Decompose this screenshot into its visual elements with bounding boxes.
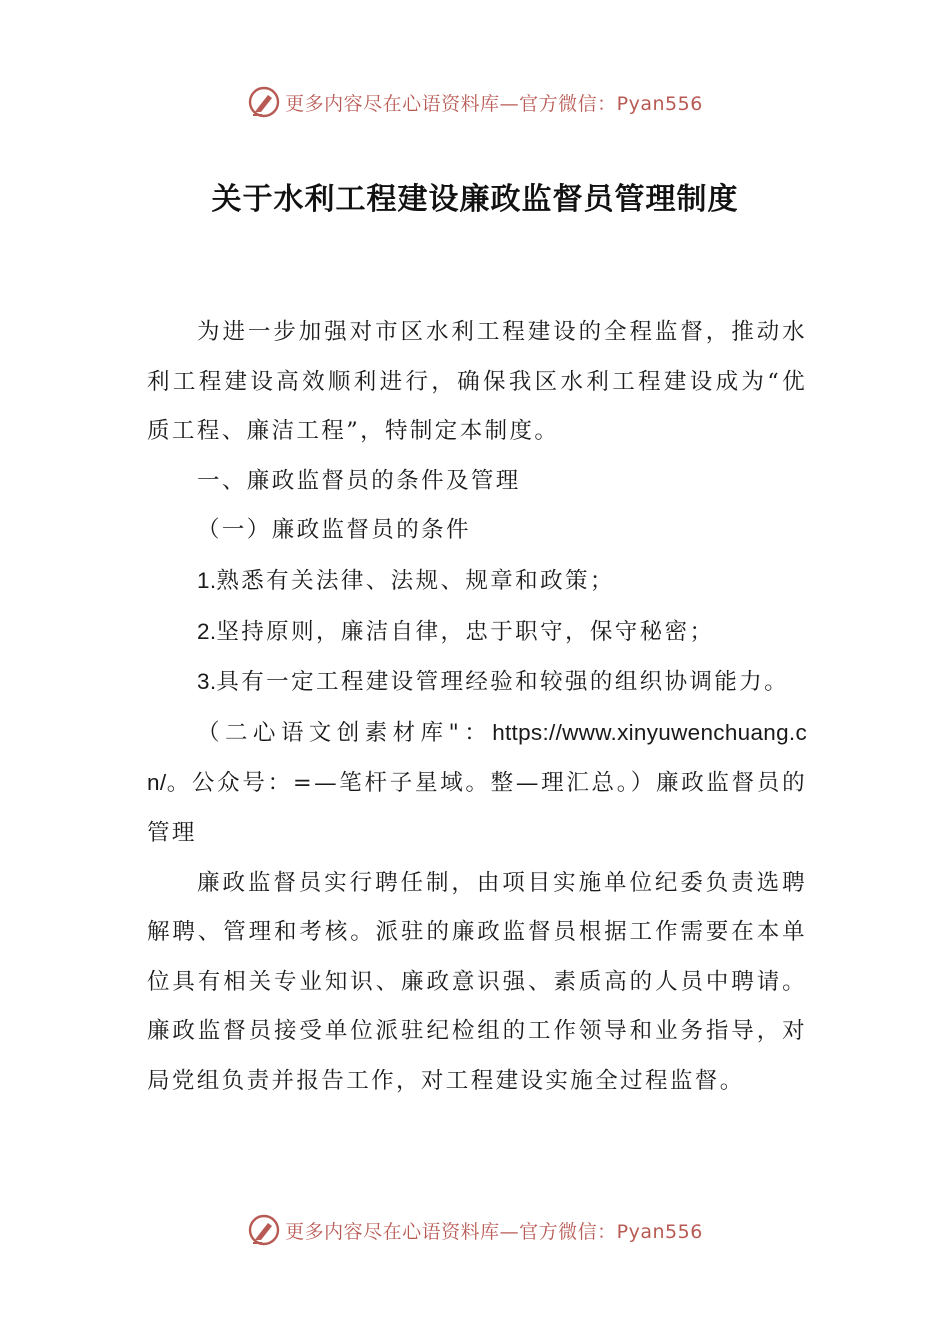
list-item: 3.具有一定工程建设管理经验和较强的组织协调能力。 [197,669,790,696]
document-body [147,308,807,1107]
watermark-text: 更多内容尽在心语资料库—官方微信：Pyan556 [285,1220,703,1243]
intro-paragraph: 为进一步加强对市区水利工程建设的全程监督，推动水利工程建设高效顺利进行，确保我区水利工程建设成为“优质工程、廉洁工程”，特制定本制度。 [147,319,807,445]
management-paragraph: 廉政监督员实行聘任制，由项目实施单位纪委负责选聘解聘、管理和考核。派驻的廉政监督员根据工作需要在本单位具有相关专业知识、廉政意识强、素质高的人员中聘请。廉政监督员接受单位派驻纪检组的工作领导和业务指导，对局党组负责并报告工作，对工程建设实施全过程监督。 [147,869,807,1094]
pen-nib-icon [247,1213,281,1247]
pen-nib-icon [247,85,281,119]
source-url: https://www.xinyuwenchuang.cn/ [147,719,807,796]
watermark-banner-bottom [0,1210,950,1250]
section-heading: 一、廉政监督员的条件及管理 [197,467,521,494]
watermark-text: 更多内容尽在心语资料库—官方微信：Pyan556 [285,92,703,115]
subsection-heading-2: （二心语文创素材库"：https://www.xinyuwenchuang.cn/。公众号：=—笔杆子星域。整—理汇总。）廉政监督员的管理 [147,719,807,846]
subsection-heading: （一）廉政监督员的条件 [197,517,471,544]
list-item: 2.坚持原则，廉洁自律，忠于职守，保守秘密； [197,618,715,645]
watermark-banner-top [0,82,950,122]
page-title: 关于水利工程建设廉政监督员管理制度 [211,182,739,217]
list-item: 1.熟悉有关法律、法规、规章和政策； [197,567,615,594]
